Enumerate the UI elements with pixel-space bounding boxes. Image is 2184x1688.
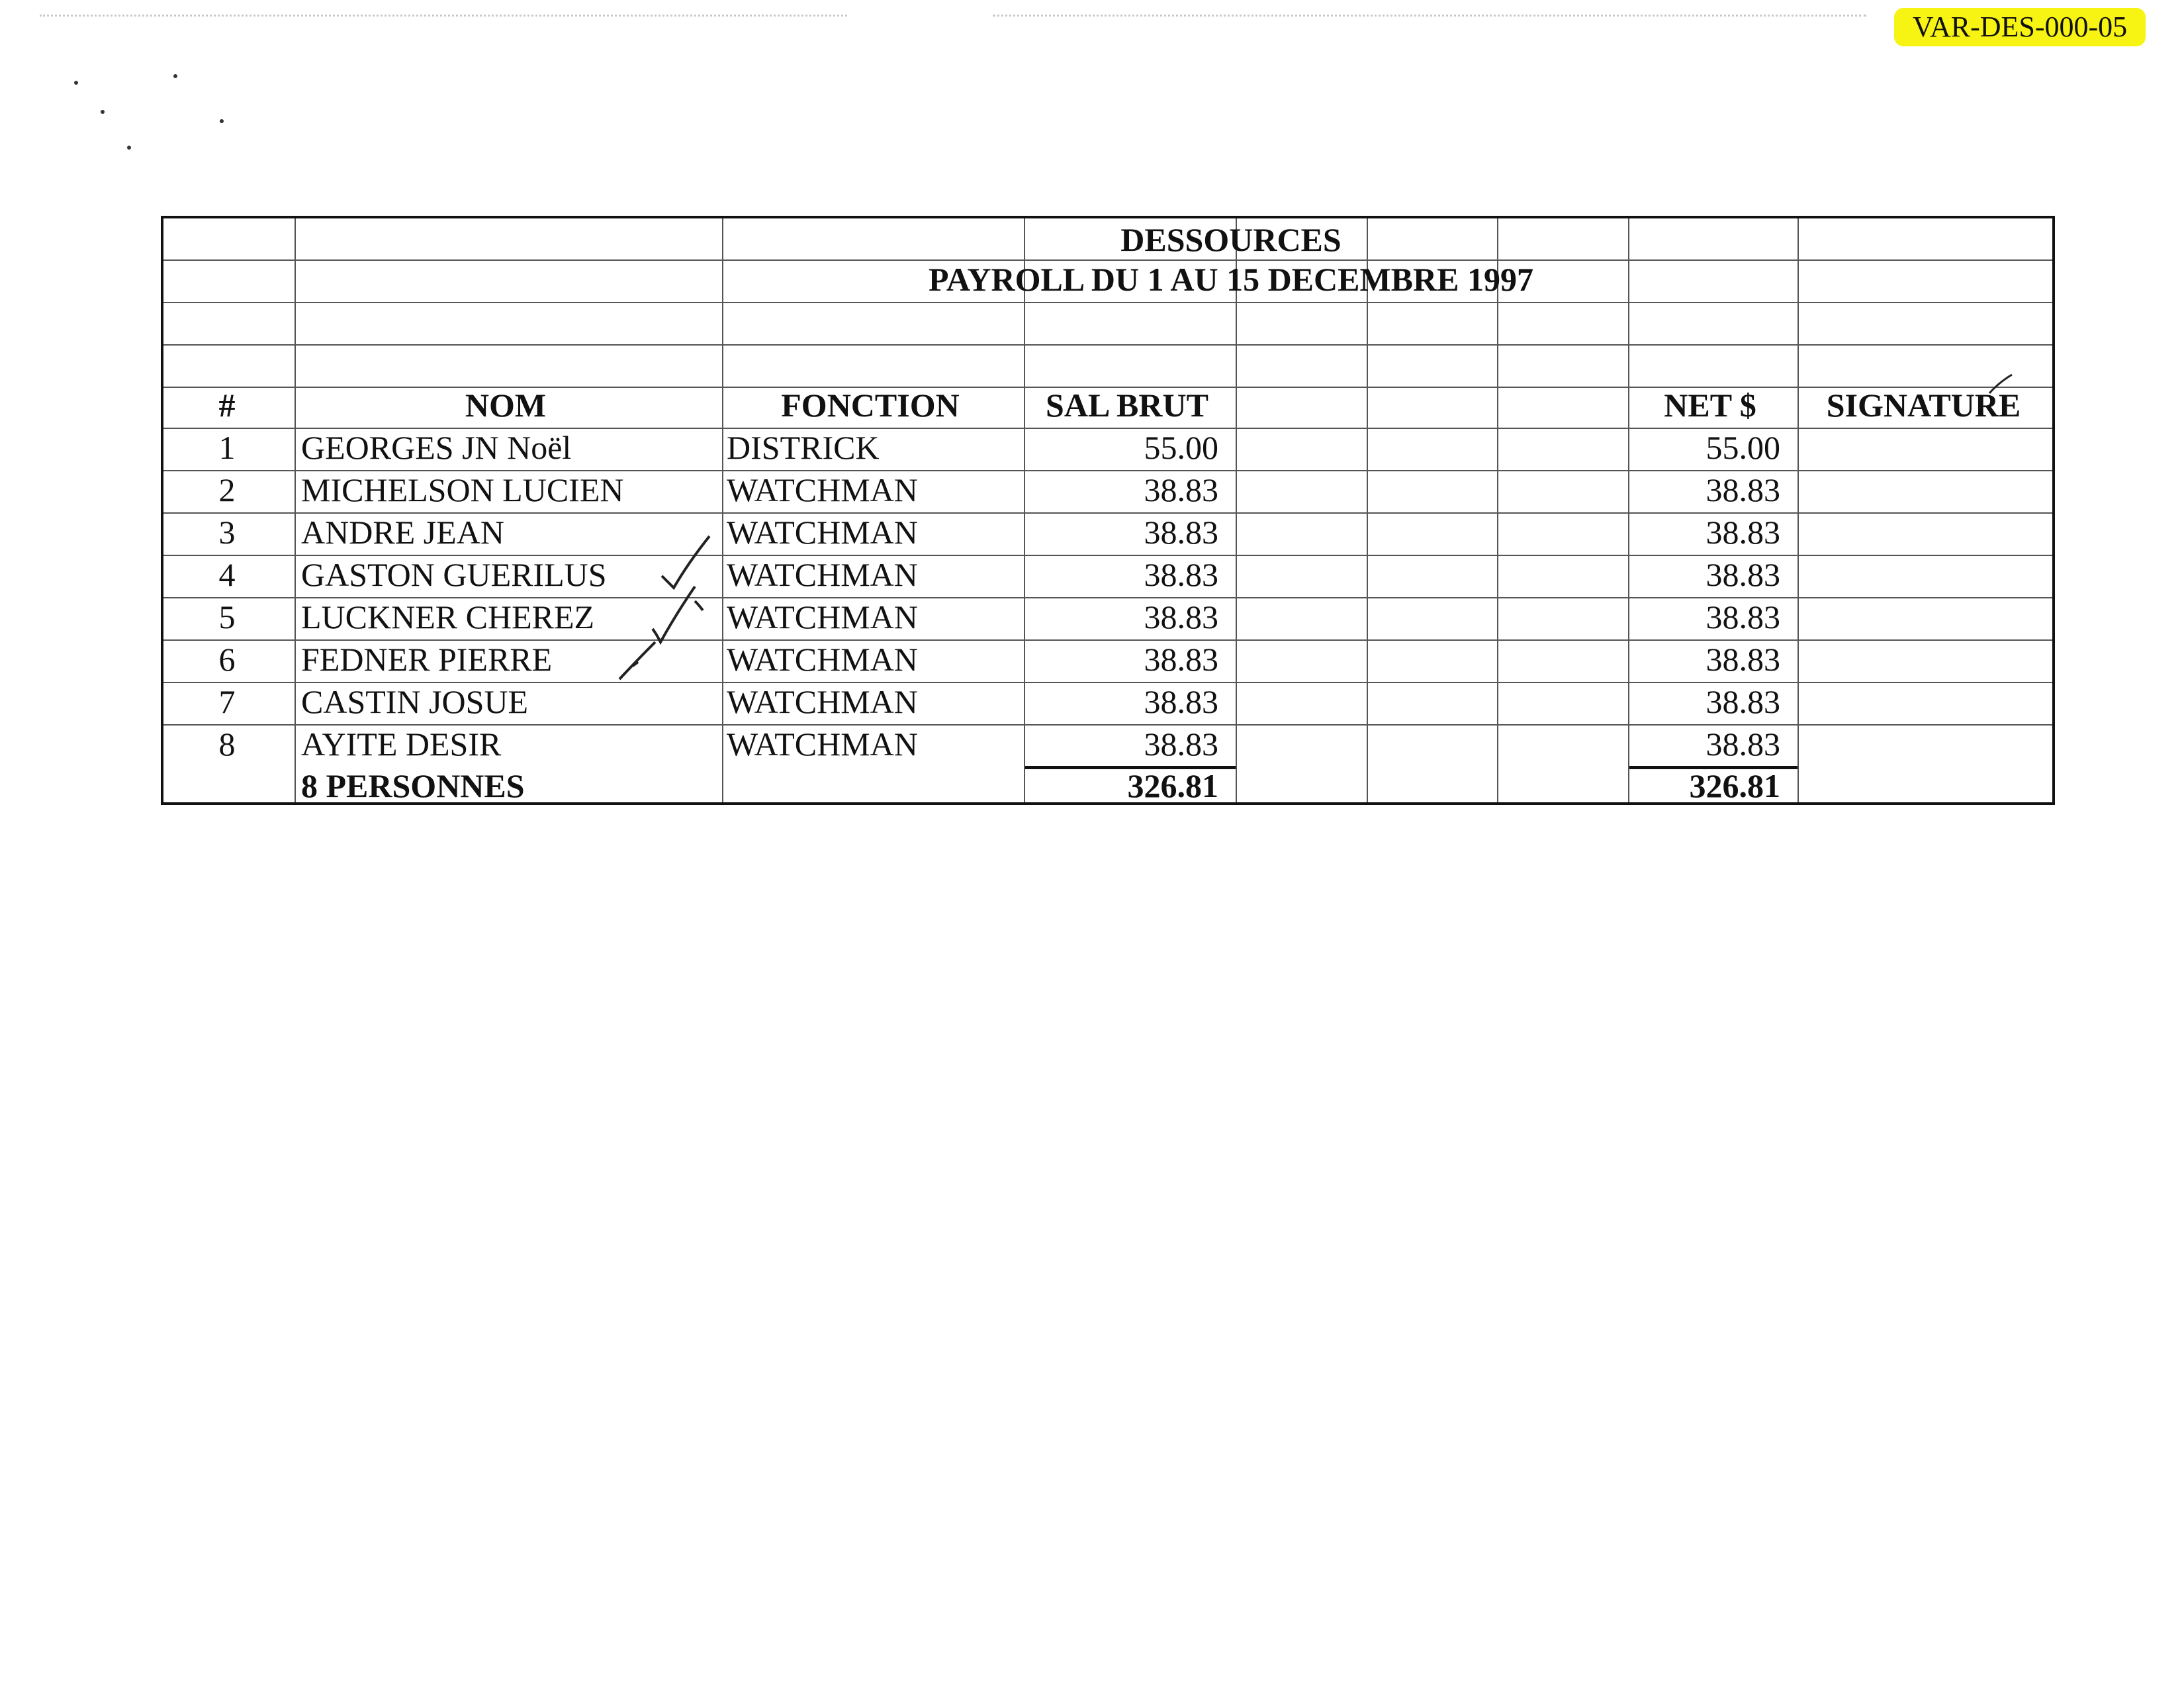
employee-name: FEDNER PIERRE: [301, 641, 553, 678]
header-nom: NOM: [465, 387, 547, 424]
row-number: 3: [218, 514, 236, 551]
employee-function: WATCHMAN: [727, 471, 918, 508]
employee-name: CASTIN JOSUE: [301, 683, 529, 720]
employee-function: WATCHMAN: [727, 556, 918, 593]
header-signature: SIGNATURE: [1826, 387, 2021, 424]
row-number: 6: [218, 641, 236, 678]
employee-function: WATCHMAN: [727, 641, 918, 678]
employee-name: GASTON GUERILUS: [301, 556, 607, 593]
document-subtitle: PAYROLL DU 1 AU 15 DECEMBRE 1997: [929, 261, 1533, 298]
gross-salary: 38.83: [1144, 514, 1218, 551]
net-salary: 38.83: [1706, 556, 1780, 593]
employee-name: GEORGES JN Noël: [301, 429, 572, 466]
net-salary: 55.00: [1706, 429, 1780, 466]
net-salary: 38.83: [1706, 641, 1780, 678]
total-label: 8 PERSONNES: [301, 767, 525, 804]
employee-function: WATCHMAN: [727, 514, 918, 551]
gross-salary: 38.83: [1144, 471, 1218, 508]
gross-salary: 38.83: [1144, 726, 1218, 763]
gross-salary: 38.83: [1144, 683, 1218, 720]
row-number: 5: [218, 598, 236, 635]
employee-name: MICHELSON LUCIEN: [301, 471, 624, 508]
net-salary: 38.83: [1706, 514, 1780, 551]
employee-function: WATCHMAN: [727, 726, 918, 763]
document-title: DESSOURCES: [1120, 221, 1342, 258]
net-salary: 38.83: [1706, 598, 1780, 635]
document-id-stamp: VAR-DES-000-05: [1894, 8, 2146, 46]
row-number: 2: [218, 471, 236, 508]
employee-name: ANDRE JEAN: [301, 514, 504, 551]
scan-speck: [173, 74, 177, 78]
scan-speck: [220, 119, 224, 123]
scan-speck: [74, 81, 78, 85]
total-gross-salary: 326.81: [1127, 767, 1218, 804]
employee-function: WATCHMAN: [727, 598, 918, 635]
scan-artifact-top: [40, 15, 847, 17]
handwritten-checkmark-icon: [615, 635, 668, 688]
row-number: 7: [218, 683, 236, 720]
total-net-salary: 326.81: [1689, 767, 1780, 804]
scan-speck: [127, 146, 131, 150]
row-number: 8: [218, 726, 236, 763]
gross-salary: 38.83: [1144, 641, 1218, 678]
net-salary: 38.83: [1706, 726, 1780, 763]
gross-salary: 38.83: [1144, 556, 1218, 593]
employee-function: WATCHMAN: [727, 683, 918, 720]
net-salary: 38.83: [1706, 683, 1780, 720]
scan-speck: [101, 110, 105, 114]
row-number: 1: [218, 429, 236, 466]
header-fonction: FONCTION: [781, 387, 960, 424]
header-net: NET $: [1664, 387, 1756, 424]
header-num: #: [218, 387, 236, 424]
header-sal-brut: SAL BRUT: [1046, 387, 1208, 424]
net-salary: 38.83: [1706, 471, 1780, 508]
scan-artifact-top-right: [993, 15, 1866, 17]
employee-name: LUCKNER CHEREZ: [301, 598, 595, 635]
gross-salary: 55.00: [1144, 429, 1218, 466]
employee-function: DISTRICK: [727, 429, 880, 466]
employee-name: AYITE DESIR: [301, 726, 502, 763]
row-number: 4: [218, 556, 236, 593]
handwritten-tick-icon: [1985, 371, 2019, 397]
gross-salary: 38.83: [1144, 598, 1218, 635]
